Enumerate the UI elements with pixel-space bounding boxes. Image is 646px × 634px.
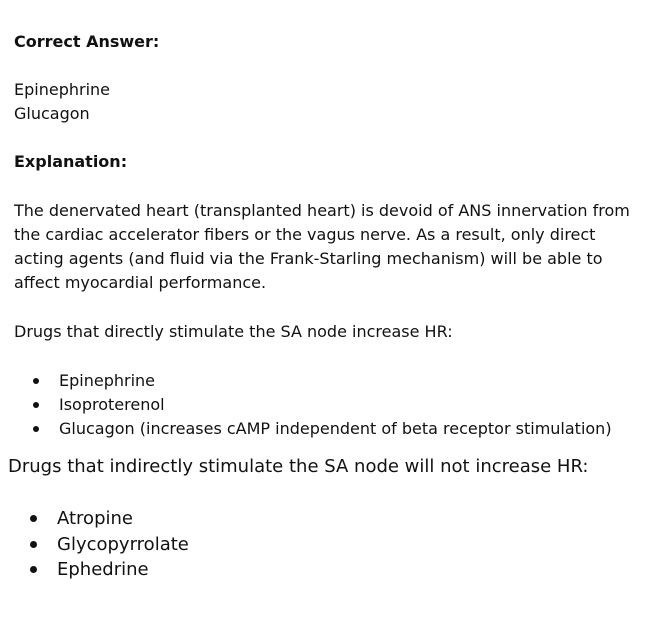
direct-drug-item: [14, 417, 612, 441]
indirect-drug-label: Ephedrine: [57, 559, 149, 580]
correct-answer-heading: Correct Answer:: [14, 32, 160, 51]
correct-answer-list: [14, 78, 110, 126]
bullet-icon: [30, 515, 37, 522]
indirect-drug-label: Glycopyrrolate: [57, 533, 189, 555]
explanation-heading: Explanation:: [14, 152, 128, 171]
correct-answer-item: Epinephrine: [14, 80, 110, 99]
bullet-icon: [33, 426, 39, 432]
indirect-drug-item: [8, 506, 189, 532]
explanation-paragraph: The denervated heart (transplanted heart) is devoid of ANS innervation from the cardiac accelerator fibers or the vagus nerve. As a result, only direct acting agents (and fluid via the Frank-Starling mechanism) will be able to affect myocardial performance.: [14, 201, 630, 292]
direct-drug-label: Epinephrine: [59, 371, 155, 390]
direct-drug-list: [14, 369, 612, 441]
indirect-drug-label: Atropine: [57, 508, 133, 529]
bullet-icon: [33, 378, 39, 384]
direct-drug-label: Glucagon (increases cAMP independent of beta receptor stimulation): [59, 419, 612, 438]
bullet-icon: [30, 541, 37, 548]
indirect-drug-item: [8, 557, 189, 583]
bullet-icon: [30, 566, 37, 573]
indirect-stimulation-intro: Drugs that indirectly stimulate the SA node will not increase HR:: [8, 456, 589, 477]
bullet-icon: [33, 402, 39, 408]
direct-drug-item: [14, 369, 612, 393]
direct-drug-item: [14, 393, 612, 417]
indirect-drug-list: [8, 506, 189, 583]
indirect-drug-item: [8, 532, 189, 558]
direct-stimulation-intro: Drugs that directly stimulate the SA node increase HR:: [14, 322, 453, 341]
direct-drug-label: Isoproterenol: [59, 395, 165, 414]
correct-answer-item: Glucagon: [14, 104, 90, 123]
